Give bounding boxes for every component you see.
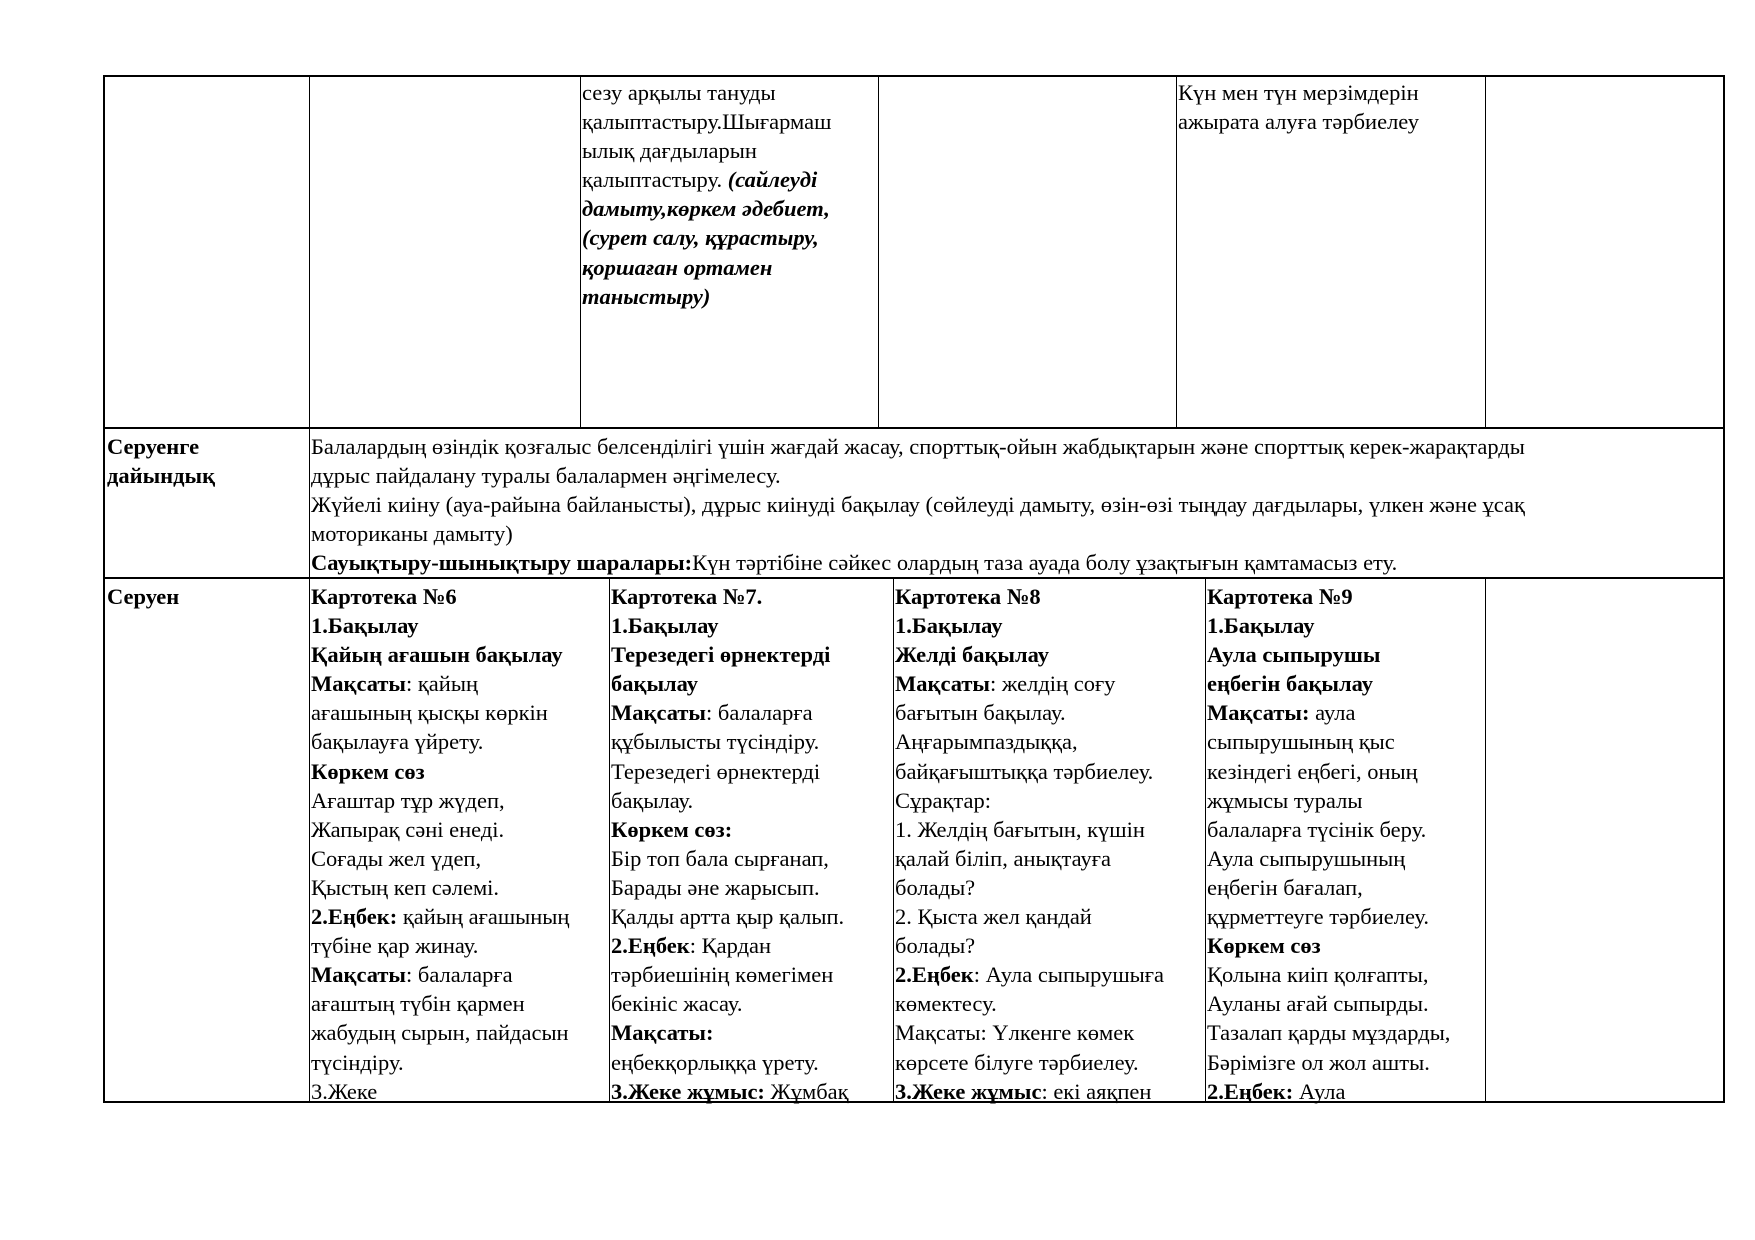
text-line: сезу арқылы тануды bbox=[582, 80, 776, 105]
text-run: жұмысы туралы bbox=[1207, 787, 1363, 813]
text-line bbox=[311, 582, 569, 611]
text-run: Мақсаты bbox=[311, 671, 406, 697]
text-line bbox=[311, 931, 569, 960]
text-line bbox=[1207, 611, 1450, 640]
text-run: : балаларға bbox=[706, 700, 813, 726]
text-line: Жүйелі киіну (ауа-райына байланысты), дұрыс киінуді бақылау (сөйлеуді дамыту, өзін-өзі тыңдау дағдылары, үлкен және ұсақ bbox=[311, 492, 1525, 518]
text-line bbox=[1207, 582, 1450, 611]
text-line bbox=[311, 902, 569, 931]
text-line bbox=[895, 960, 1164, 989]
text-line bbox=[611, 931, 849, 960]
text-line: ылық дағдыларын bbox=[582, 138, 757, 164]
text-line bbox=[895, 611, 1164, 640]
text-line bbox=[895, 1018, 1164, 1047]
text-run: 3.Жеке жұмыс bbox=[895, 1078, 1042, 1104]
text-line bbox=[311, 786, 569, 815]
text-run: қайың ағашының bbox=[397, 904, 570, 930]
text-run: Мақсаты: bbox=[611, 1020, 714, 1046]
text-run: Картотека №8 bbox=[895, 584, 1041, 609]
text-run: Мақсаты bbox=[895, 671, 990, 697]
text-run: бағытын бақылау. bbox=[895, 700, 1066, 726]
text-run: Ауланы ағай сыпырды. bbox=[1207, 991, 1429, 1017]
text-line bbox=[611, 669, 849, 698]
text-line bbox=[611, 815, 849, 844]
text-run: ағашының қысқы көркін bbox=[311, 700, 548, 726]
column-divider bbox=[878, 75, 879, 427]
text-run: Терезедегі өрнектерді bbox=[611, 642, 831, 668]
text-run: еңбегін бақылау bbox=[1207, 671, 1373, 697]
text-run: Мақсаты: bbox=[1207, 700, 1310, 726]
row3-col5-text bbox=[1207, 582, 1450, 1106]
text-run: : желдің соғу bbox=[990, 671, 1116, 697]
text-line bbox=[311, 1048, 569, 1077]
text-run: Аула сыпырушы bbox=[1207, 642, 1381, 668]
text-line bbox=[582, 165, 831, 194]
text-line bbox=[895, 757, 1164, 786]
text-line bbox=[611, 1018, 849, 1047]
text-line bbox=[611, 727, 849, 756]
text-line: дайындық bbox=[107, 463, 216, 489]
text-line: қоршаған ортамен bbox=[582, 254, 773, 280]
text-run: Көркем сөз: bbox=[611, 816, 733, 842]
text-run: Күн тәртібіне сәйкес олардың таза ауада болу ұзақтығын қамтамасыз ету. bbox=[692, 550, 1398, 576]
text-run: Жұмбақ bbox=[764, 1078, 849, 1104]
text-line bbox=[311, 727, 569, 756]
text-line bbox=[311, 1018, 569, 1047]
text-line bbox=[895, 669, 1164, 698]
text-run: Мақсаты bbox=[611, 700, 706, 726]
text-line bbox=[895, 640, 1164, 669]
text-line bbox=[311, 611, 569, 640]
column-divider bbox=[580, 75, 581, 427]
text-run: Көркем сөз bbox=[311, 758, 425, 784]
text-run: Бір топ бала сырғанап, bbox=[611, 845, 829, 871]
text-run: Жапырақ сәні енеді. bbox=[311, 816, 505, 842]
text-run: 1. Желдің бағытын, күшін bbox=[895, 816, 1145, 842]
text-line bbox=[611, 611, 849, 640]
text-run: сыпырушының қыс bbox=[1207, 729, 1395, 755]
text-line bbox=[611, 582, 849, 611]
text-line bbox=[1207, 989, 1450, 1018]
column-divider bbox=[1485, 75, 1486, 427]
row2-content bbox=[311, 432, 1525, 577]
text-run: Сұрақтар: bbox=[895, 787, 992, 813]
text-run: 2. Қыста жел қандай bbox=[895, 904, 1092, 930]
text-line bbox=[895, 1048, 1164, 1077]
text-line bbox=[311, 548, 1525, 577]
text-run: 2.Еңбек bbox=[895, 962, 974, 988]
text-line bbox=[311, 698, 569, 727]
text-line: Серуенге bbox=[107, 434, 200, 459]
text-run: Картотека №6 bbox=[311, 584, 457, 609]
text-line bbox=[611, 640, 849, 669]
text-run: құбылысты түсіндіру. bbox=[611, 729, 820, 755]
text-run: Желді бақылау bbox=[895, 642, 1049, 668]
text-line bbox=[311, 757, 569, 786]
text-run: Көркем сөз bbox=[1207, 933, 1321, 959]
text-line bbox=[1207, 844, 1450, 873]
text-line bbox=[1207, 960, 1450, 989]
text-run: Картотека №9 bbox=[1207, 584, 1353, 609]
text-run: Аула сыпырушының bbox=[1207, 845, 1406, 871]
text-line bbox=[1207, 1018, 1450, 1047]
text-line bbox=[611, 1077, 849, 1106]
text-line bbox=[895, 931, 1164, 960]
text-line bbox=[1207, 757, 1450, 786]
column-divider bbox=[893, 577, 894, 1101]
text-line bbox=[1207, 931, 1450, 960]
text-run: Аула bbox=[1293, 1078, 1346, 1104]
text-line: дамыту,көркем әдебиет, bbox=[582, 196, 830, 222]
text-line bbox=[1207, 1048, 1450, 1077]
text-run: Барады әне жарысып. bbox=[611, 874, 820, 900]
text-line: таныстыру) bbox=[582, 283, 711, 309]
text-run: Қайың ағашын бақылау bbox=[311, 642, 563, 668]
row3-col2-text bbox=[311, 582, 569, 1106]
text-line: (сурет салу, құрастыру, bbox=[582, 225, 819, 251]
text-line bbox=[311, 640, 569, 669]
text-line: қалыптастыру.Шығармаш bbox=[582, 109, 832, 135]
text-run: болады? bbox=[895, 933, 976, 959]
text-line bbox=[311, 669, 569, 698]
text-run: Мақсаты bbox=[311, 962, 406, 988]
text-line bbox=[895, 1077, 1164, 1106]
text-line bbox=[311, 1077, 569, 1106]
text-line bbox=[611, 1048, 849, 1077]
text-line bbox=[611, 698, 849, 727]
text-run: құрметтеуге тәрбиелеу. bbox=[1207, 904, 1430, 930]
text-run: жабудың сырын, пайдасын bbox=[311, 1020, 569, 1046]
row1-col5-text bbox=[1178, 78, 1419, 136]
table-right-border bbox=[1723, 75, 1725, 1103]
table-top-border bbox=[103, 75, 1725, 77]
text-line bbox=[1207, 698, 1450, 727]
text-line: ажырата алуға тәрбиелеу bbox=[1178, 109, 1419, 135]
row3-label bbox=[107, 582, 179, 611]
text-line bbox=[611, 786, 849, 815]
text-run: Бәрімізге ол жол ашты. bbox=[1207, 1049, 1430, 1075]
text-line: моториканы дамыту) bbox=[311, 521, 513, 547]
text-line bbox=[611, 844, 849, 873]
text-run: 1.Бақылау bbox=[311, 613, 419, 639]
column-divider bbox=[1176, 75, 1177, 427]
text-run: Мақсаты: Үлкенге көмек bbox=[895, 1020, 1135, 1046]
text-run: еңбекқорлыққа үрету. bbox=[611, 1049, 819, 1075]
text-line bbox=[1207, 1077, 1450, 1106]
text-run: Ағаштар тұр жүдеп, bbox=[311, 787, 505, 813]
text-line bbox=[611, 757, 849, 786]
text-run: кезіндегі еңбегі, оның bbox=[1207, 758, 1418, 784]
text-run: : балаларға bbox=[406, 962, 513, 988]
text-line bbox=[311, 960, 569, 989]
row-divider bbox=[103, 427, 1725, 429]
text-run: 1.Бақылау bbox=[895, 613, 1003, 639]
text-run: ағаштың түбін қармен bbox=[311, 991, 525, 1017]
text-run: 1.Бақылау bbox=[1207, 613, 1315, 639]
text-run: аула bbox=[1309, 700, 1356, 726]
text-run: бекініс жасау. bbox=[611, 991, 743, 1017]
text-line bbox=[611, 960, 849, 989]
text-line bbox=[1207, 669, 1450, 698]
text-line bbox=[311, 815, 569, 844]
text-run: Аңғарымпаздыққа, bbox=[895, 729, 1078, 755]
text-line bbox=[895, 786, 1164, 815]
text-line bbox=[895, 844, 1164, 873]
text-line: Балалардың өзіндік қозғалыс белсенділігі үшін жағдай жасау, спорттық-ойын жабдықтарын және спорттық керек-жарақтарды bbox=[311, 434, 1525, 459]
text-line bbox=[895, 582, 1164, 611]
text-run: тәрбиешінің көмегімен bbox=[611, 962, 834, 988]
text-run: 2.Еңбек: bbox=[1207, 1078, 1294, 1104]
text-run: қалыптастыру. bbox=[582, 167, 728, 193]
column-divider bbox=[309, 75, 310, 1103]
text-line bbox=[311, 844, 569, 873]
text-run: (сайлеуді bbox=[727, 167, 818, 193]
table-left-border bbox=[103, 75, 105, 1103]
text-run: түсіндіру. bbox=[311, 1049, 404, 1075]
text-line bbox=[311, 989, 569, 1018]
row3-col4-text bbox=[895, 582, 1164, 1106]
text-run: 2.Еңбек: bbox=[311, 904, 398, 930]
column-divider bbox=[609, 577, 610, 1101]
column-divider bbox=[1205, 577, 1206, 1101]
text-line: Серуен bbox=[107, 584, 180, 609]
text-line bbox=[895, 815, 1164, 844]
text-run: Картотека №7. bbox=[611, 584, 763, 609]
text-run: көмектесу. bbox=[895, 991, 997, 1017]
text-line bbox=[1207, 873, 1450, 902]
text-line: Күн мен түн мерзімдерін bbox=[1178, 80, 1419, 105]
text-run: 3.Жеке жұмыс: bbox=[611, 1078, 765, 1104]
text-run: 1.Бақылау bbox=[611, 613, 719, 639]
row2-label bbox=[107, 432, 215, 490]
text-run: : қайың bbox=[406, 671, 478, 697]
text-run: бақылау. bbox=[611, 787, 694, 813]
text-run: Қалды артта қыр қалып. bbox=[611, 904, 845, 930]
row1-col3-text bbox=[582, 78, 831, 311]
text-run: Қолына киіп қолғапты, bbox=[1207, 962, 1429, 988]
text-run: Қыстың кеп сәлемі. bbox=[311, 874, 500, 900]
text-run: бақылауға үйрету. bbox=[311, 729, 484, 755]
text-run: : Аула сыпырушыға bbox=[973, 962, 1164, 988]
text-line bbox=[1207, 902, 1450, 931]
text-run: Соғады жел үдеп, bbox=[311, 845, 482, 871]
text-run: Сауықтыру-шынықтыру шаралары: bbox=[311, 550, 693, 576]
text-line bbox=[1207, 786, 1450, 815]
text-line bbox=[611, 989, 849, 1018]
text-run: : екі аяқпен bbox=[1041, 1078, 1152, 1104]
text-run: байқағыштыққа тәрбиелеу. bbox=[895, 758, 1154, 784]
text-run: көрсете білуге тәрбиелеу. bbox=[895, 1049, 1139, 1075]
text-line bbox=[1207, 727, 1450, 756]
text-line bbox=[895, 873, 1164, 902]
text-run: 2.Еңбек bbox=[611, 933, 690, 959]
text-run: 3.Жеке bbox=[311, 1078, 378, 1104]
text-run: Тазалап қарды мұздарды, bbox=[1207, 1020, 1451, 1046]
text-line bbox=[611, 902, 849, 931]
text-line bbox=[895, 902, 1164, 931]
text-run: балаларға түсінік беру. bbox=[1207, 816, 1427, 842]
row3-col3-text bbox=[611, 582, 849, 1106]
text-run: қалай біліп, анықтауға bbox=[895, 845, 1111, 871]
text-line bbox=[311, 873, 569, 902]
text-line bbox=[1207, 815, 1450, 844]
text-run: түбіне қар жинау. bbox=[311, 933, 479, 959]
text-line bbox=[895, 698, 1164, 727]
text-line bbox=[611, 873, 849, 902]
text-run: : Қардан bbox=[689, 933, 772, 959]
column-divider bbox=[1485, 577, 1486, 1101]
text-run: бақылау bbox=[611, 671, 699, 697]
text-line bbox=[895, 727, 1164, 756]
text-line bbox=[895, 989, 1164, 1018]
text-run: Терезедегі өрнектерді bbox=[611, 758, 821, 784]
text-run: болады? bbox=[895, 874, 976, 900]
text-line: дұрыс пайдалану туралы балалармен әңгімелесу. bbox=[311, 463, 781, 489]
text-line bbox=[1207, 640, 1450, 669]
text-run: еңбегін бағалап, bbox=[1207, 874, 1363, 900]
